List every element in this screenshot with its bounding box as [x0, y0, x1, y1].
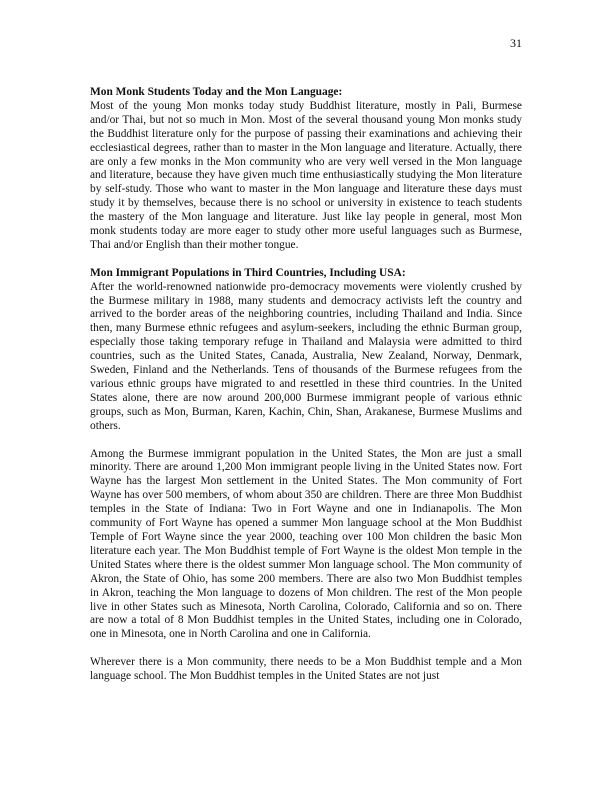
section-heading-mon-immigrant-populations: Mon Immigrant Populations in Third Countries, Including USA:	[90, 266, 406, 279]
paragraph-refugee-migration: After the world-renowned nationwide pro-democracy movements were violently crushed by the Burmese military in 1988, many students and democracy activists left the country and arrived to the border areas of the neighboring countries, including Thailand and India. Since then, many Burmese ethnic refugees and asylum-seekers, including the ethnic Burman group, especially those taking temporary refuge in Thailand and Malaysia were admitted to third countries, such as the United States, Canada, Australia, New Zealand, Norway, Denmark, Sweden, Finland and the Netherlands. Tens of thousands of the Burmese refugees from the various ethnic groups have migrated to and resettled in these third countries. In the United States alone, there are now around 200,000 Burmese immigrant people of various ethnic groups, such as Mon, Burman, Karen, Kachin, Chin, Shan, Arakanese, Burmese Muslims and others.	[90, 280, 522, 432]
section-heading-mon-monk-students: Mon Monk Students Today and the Mon Language:	[90, 86, 343, 98]
page-content	[90, 86, 522, 684]
paragraph-spacer	[90, 253, 522, 267]
paragraph-mon-communities-usa: Among the Burmese immigrant population in the United States, the Mon are just a small minority. There are around 1,200 Mon immigrant people living in the United States now. Fort Wayne has the largest Mon settlement in the United States. The Mon community of Fort Wayne has over 500 members, of whom about 350 are children. There are three Mon Buddhist temples in the State of Indiana: Two in Fort Wayne and one in Indianapolis. The Mon community of Fort Wayne has opened a summer Mon language school at the Mon Buddhist Temple of Fort Wayne since the year 2000, teaching over 100 Mon children the basic Mon literature each year. The Mon Buddhist temple of Fort Wayne is the oldest Mon temple in the United States where there is the oldest summer Mon language school. The Mon community of Akron, the State of Ohio, has some 200 members. There are also two Mon Buddhist temples in Akron, teaching the Mon language to dozens of Mon children. The rest of the Mon people live in other States such as Minesota, North Carolina, Colorado, California and so on. There are now a total of 8 Mon Buddhist temples in the United States, including one in Colorado, one in Minesota, one in North Carolina and one in California.	[90, 447, 522, 641]
paragraph-spacer	[90, 642, 522, 656]
paragraph-temples-and-schools: Wherever there is a Mon community, there needs to be a Mon Buddhist temple and a Mon language school. The Mon Buddhist temples in the United States are not just	[90, 656, 522, 683]
paragraph-mon-monk-students: Most of the young Mon monks today study Buddhist literature, mostly in Pali, Burmese and/or Thai, but not so much in Mon. Most of the several thousand young Mon monks study the Buddhist literature only for the purpose of passing their examinations and achieving their ecclesiastical degrees, rather than to master in the Mon language and literature. Actually, there are only a few monks in the Mon community who are very well versed in the Mon language and literature, because they have given much time enthusiastically studying the Mon literature by self-study. Those who want to master in the Mon language and literature these days must study it by themselves, because there is no school or university in existence to teach students the mastery of the Mon language and literature. Just like lay people in general, most Mon monk students today are more eager to study other more useful languages such as Burmese, Thai and/or English than their mother tongue.	[90, 99, 522, 251]
page-number: 31	[510, 36, 522, 50]
paragraph-spacer	[90, 434, 522, 448]
